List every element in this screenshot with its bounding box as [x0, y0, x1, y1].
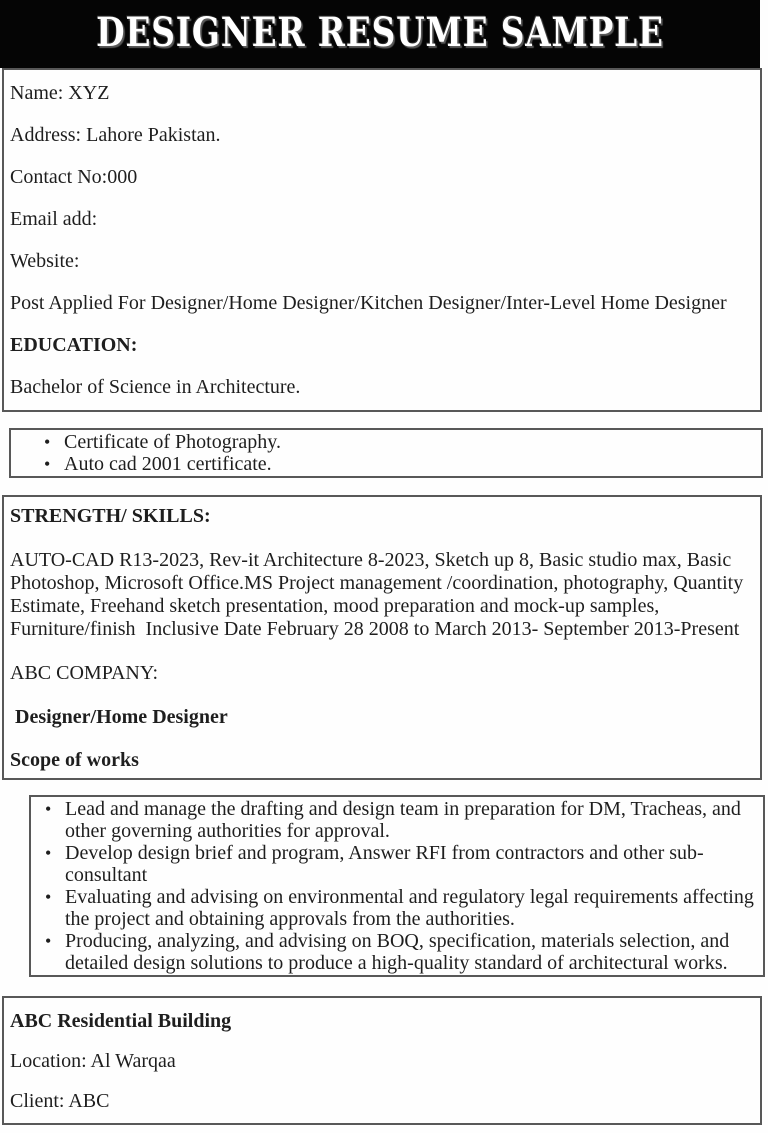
bullet-icon: • — [45, 799, 52, 819]
email-line: Email add: — [10, 208, 98, 230]
title-banner — [0, 0, 760, 68]
skills-heading: STRENGTH/ SKILLS: — [10, 505, 211, 527]
responsibility-text: Producing, analyzing, and advising on BOQ, specification, materials selection, and detailed design solutions to produce a high-quality standard of architectural works. — [65, 930, 730, 974]
document-title: DESIGNER RESUME SAMPLE — [96, 9, 664, 56]
role-line: Designer/Home Designer — [10, 706, 228, 728]
company-line: ABC COMPANY: — [10, 662, 159, 684]
responsibility-text: Evaluating and advising on environmental and regulatory legal requirements affecting the project and obtaining approvals from the authorities. — [65, 886, 754, 930]
list-item — [31, 886, 759, 930]
responsibilities-list — [31, 798, 759, 974]
list-item — [17, 453, 755, 475]
bullet-icon: • — [45, 843, 52, 863]
website-line: Website: — [10, 250, 80, 272]
scope-of-works-heading: Scope of works — [10, 749, 139, 771]
bullet-icon: • — [44, 432, 51, 452]
skills-section — [2, 495, 762, 780]
certification-text: Auto cad 2001 certificate. — [64, 453, 272, 475]
responsibility-text: Lead and manage the drafting and design team in preparation for DM, Tracheas, and other governing authorities for approval. — [65, 798, 741, 842]
project-client-line: Client: ABC — [10, 1090, 110, 1112]
post-applied-line: Post Applied For Designer/Home Designer/Kitchen Designer/Inter-Level Home Designer — [10, 292, 727, 314]
project-location-line: Location: Al Warqaa — [10, 1050, 176, 1072]
project-title: ABC Residential Building — [10, 1010, 232, 1032]
bullet-icon: • — [44, 454, 51, 474]
certifications-list — [17, 431, 755, 475]
education-degree-line: Bachelor of Science in Architecture. — [10, 376, 301, 398]
bullet-icon: • — [45, 931, 52, 951]
personal-info-section — [2, 68, 762, 412]
certification-text: Certificate of Photography. — [64, 431, 281, 453]
responsibility-text: Develop design brief and program, Answer RFI from contractors and other sub-consultant — [65, 842, 704, 886]
list-item — [31, 798, 759, 842]
skills-summary: AUTO-CAD R13-2023, Rev-it Architecture 8-2023, Sketch up 8, Basic studio max, Basic Photoshop, Microsoft Office.MS Project management /coordination, photography, Quantity Estimate, Freehand sketch presentation, mood preparation and mock-up samples, Furniture/finish Inclusive Date February 28 2008 to March 2013- September 2013-Present — [10, 549, 749, 640]
list-item — [17, 431, 755, 453]
education-heading: EDUCATION: — [10, 334, 138, 356]
list-item — [31, 842, 759, 886]
list-item — [31, 930, 759, 974]
name-line: Name: XYZ — [10, 82, 110, 104]
certifications-section — [9, 428, 763, 478]
bullet-icon: • — [45, 887, 52, 907]
project-section — [2, 996, 762, 1125]
contact-line: Contact No:000 — [10, 166, 138, 188]
address-line: Address: Lahore Pakistan. — [10, 124, 221, 146]
responsibilities-section — [29, 795, 765, 977]
